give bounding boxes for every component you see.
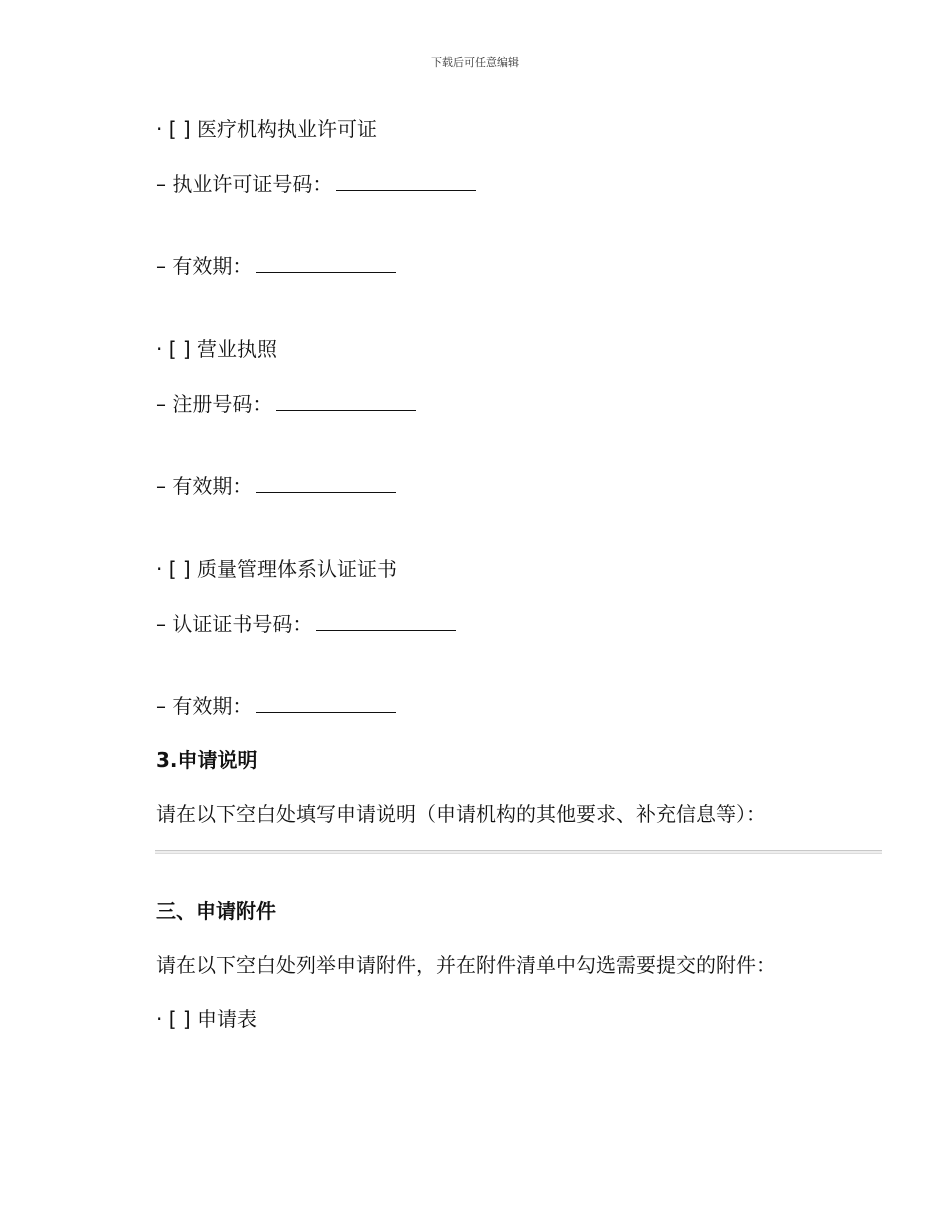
cert-quality-validity-label: – 有效期： [156, 694, 253, 718]
cert-business-validity-field[interactable] [256, 472, 396, 493]
cert-license-number-label: – 执业许可证号码： [156, 172, 333, 196]
cert-quality-validity-row [156, 692, 396, 720]
cert-license-validity-field[interactable] [256, 252, 396, 273]
cert-quality-number-field[interactable] [316, 610, 456, 631]
cert-business-number-field[interactable] [276, 390, 416, 411]
cert-business-number-label: – 注册号码： [156, 392, 273, 416]
cert-business-number-row [156, 390, 416, 418]
attachments-heading: 三、申请附件 [156, 899, 276, 923]
cert-quality-validity-field[interactable] [256, 692, 396, 713]
cert-license-number-row [156, 170, 476, 198]
cert-business-validity-row [156, 472, 396, 500]
attachment-item-application-form[interactable] [156, 1005, 257, 1033]
description-heading: 3.申请说明 [156, 748, 258, 772]
cert-business-checkbox-item[interactable] [156, 335, 277, 363]
cert-license-checkbox-item[interactable] [156, 115, 377, 143]
description-instruction: 请在以下空白处填写申请说明（申请机构的其他要求、补充信息等）： [156, 802, 766, 826]
attachment-item-label: · [ ] 申请表 [156, 1007, 258, 1031]
cert-license-validity-row [156, 252, 396, 280]
cert-license-number-field[interactable] [336, 170, 476, 191]
cert-business-validity-label: – 有效期： [156, 474, 253, 498]
cert-quality-title: · [ ] 质量管理体系认证证书 [156, 557, 398, 581]
cert-license-title: · [ ] 医疗机构执业许可证 [156, 117, 378, 141]
attachments-instruction: 请在以下空白处列举申请附件，并在附件清单中勾选需要提交的附件： [156, 953, 776, 977]
description-input-line[interactable] [155, 850, 882, 854]
cert-quality-checkbox-item[interactable] [156, 555, 397, 583]
cert-quality-number-row [156, 610, 456, 638]
cert-license-validity-label: – 有效期： [156, 254, 253, 278]
page-header: 下载后可任意编辑 [431, 56, 519, 69]
cert-quality-number-label: – 认证证书号码： [156, 612, 313, 636]
cert-business-title: · [ ] 营业执照 [156, 337, 278, 361]
